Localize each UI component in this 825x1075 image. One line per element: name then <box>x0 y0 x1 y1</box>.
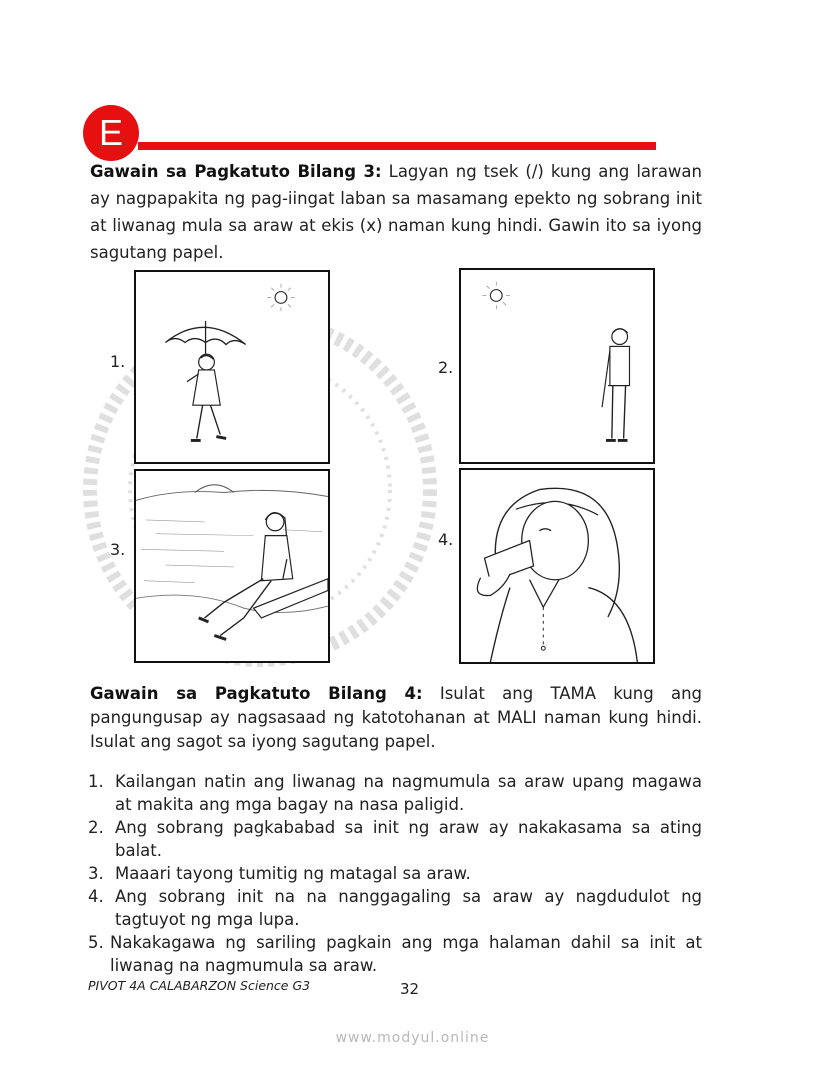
picture-number-1: 1. <box>110 352 126 371</box>
activity-4-title: Gawain sa Pagkatuto Bilang 4: <box>90 684 423 703</box>
picture-number-3: 3. <box>110 540 126 559</box>
picture-4-frame <box>459 468 655 664</box>
page-number: 32 <box>400 980 420 998</box>
girl-with-umbrella-icon <box>136 272 328 462</box>
picture-2-frame <box>459 268 655 464</box>
picture-number-2: 2. <box>438 358 454 377</box>
statement-list <box>88 770 702 977</box>
picture-number-4: 4. <box>438 530 454 549</box>
activity-3-instructions <box>90 158 702 266</box>
item-number: 3. <box>88 864 104 883</box>
site-watermark: www.modyul.online <box>335 1030 490 1046</box>
section-divider <box>138 142 656 150</box>
item-number: 1. <box>88 772 104 791</box>
list-item <box>88 931 702 977</box>
list-item <box>88 770 702 816</box>
section-letter: E <box>98 112 123 153</box>
item-text: Kailangan natin ang liwanag na nagmumula sa araw upang magawa at makita ang mga bagay na nasa paligid. <box>115 772 702 814</box>
picture-1-frame <box>134 270 330 464</box>
item-text: Maaari tayong tumitig ng matagal sa araw. <box>115 864 471 883</box>
item-number: 4. <box>88 887 104 906</box>
activity-3-text: Lagyan ng tsek (/) kung ang larawan ay nagpapakita ng pag-iingat laban sa masamang epekto ng sobrang init at liwanag mula sa araw at ekis (x) naman kung hindi. Gawin ito sa iyong sagutang papel. <box>90 162 702 262</box>
item-text: Ang sobrang init na na nanggagaling sa araw ay nagdudulot ng tagtuyot ng mga lupa. <box>115 887 702 929</box>
item-number: 2. <box>88 818 104 837</box>
item-number: 5. <box>88 933 104 952</box>
boy-looking-at-sun-icon <box>461 270 653 462</box>
list-item <box>88 885 702 931</box>
list-item <box>88 816 702 862</box>
item-text: Ang sobrang pagkababad sa init ng araw ay nakakasama sa ating balat. <box>115 818 702 860</box>
item-text: Nakakagawa ng sariling pagkain ang mga halaman dahil sa init at liwanag na nagmumula sa araw. <box>110 933 702 975</box>
activity-3-title: Gawain sa Pagkatuto Bilang 3: <box>90 162 382 181</box>
activity-4-instructions <box>90 682 702 754</box>
girl-drinking-water-icon <box>461 470 653 662</box>
footer-source: PIVOT 4A CALABARZON Science G3 <box>88 978 311 993</box>
list-item <box>88 862 702 885</box>
girl-at-beach-icon <box>136 471 328 661</box>
picture-3-frame <box>134 469 330 663</box>
section-badge <box>83 105 139 161</box>
activity-4-text: Isulat ang TAMA kung ang pangungusap ay nagsasaad ng katotohanan at MALI naman kung hindi. Isulat ang sagot sa iyong sagutang papel. <box>90 684 703 751</box>
